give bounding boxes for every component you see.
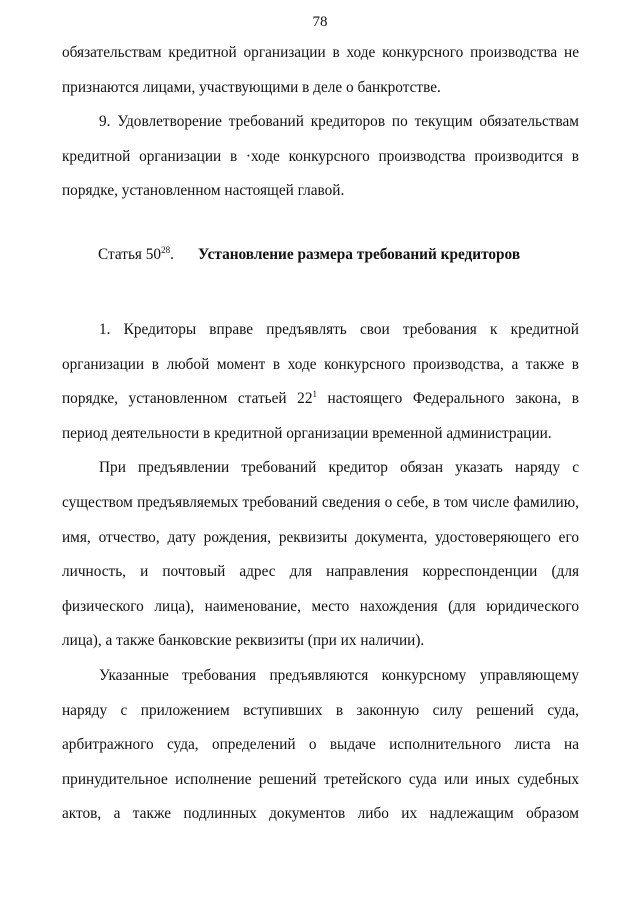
- paragraph-9: [62, 105, 579, 209]
- paragraph-1-text-end: настоящего Федерального закона, в период деятельности в кредитной организации временной администрации.: [62, 390, 580, 442]
- continuation-paragraph: [62, 36, 579, 105]
- article-body: [62, 313, 579, 832]
- article-number: [98, 246, 198, 264]
- page-number: 78: [312, 14, 328, 30]
- continuation-line-2: признаются лицами, участвующими в деле о банкротстве.: [62, 78, 441, 96]
- paragraph-1-text-start: 1. Кредиторы вправе предъявлять свои требования к кредитной организации в любой момент в ходе конкурсного производства, а также в порядке, установленном статьей 22: [62, 321, 579, 408]
- article-heading: [98, 246, 520, 264]
- article-label-suffix: .: [170, 246, 174, 263]
- paragraph-1-superscript: 1: [312, 389, 317, 400]
- article-title: Установление размера требований кредиторов: [198, 246, 521, 263]
- article-label-prefix: Статья 50: [98, 246, 162, 263]
- continuation-line-1: обязательствам кредитной организации в ходе конкурсного производства не: [62, 44, 579, 61]
- paragraph-3: Указанные требования предъявляются конкурсному управляющему наряду с приложением вступивших в законную силу решений суда, арбитражного суда, определений о выдаче исполнительного листа на принудительное исполнение решений третейского суда или иных судебных актов, а также подлинных документов либо их надлежащим образом: [62, 666, 579, 823]
- paragraph-9-text: 9. Удовлетворение требований кредиторов по текущим обязательствам кредитной организации в ·ходе конкурсного производства производится в порядке, установленном настоящей главой.: [62, 113, 579, 200]
- paragraph-2: При предъявлении требований кредитор обязан указать наряду с существом предъявляемых требований сведения о себе, в том числе фамилию, имя, отчество, дату рождения, реквизиты документа, удостоверяющего его личность, и почтовый адрес для направления корреспонденции (для физического лица), наименование, место нахождения (для юридического лица), а также банковские реквизиты (при их наличии).: [62, 459, 579, 650]
- paragraph-1: [62, 313, 579, 451]
- article-label-superscript: 28: [161, 244, 171, 255]
